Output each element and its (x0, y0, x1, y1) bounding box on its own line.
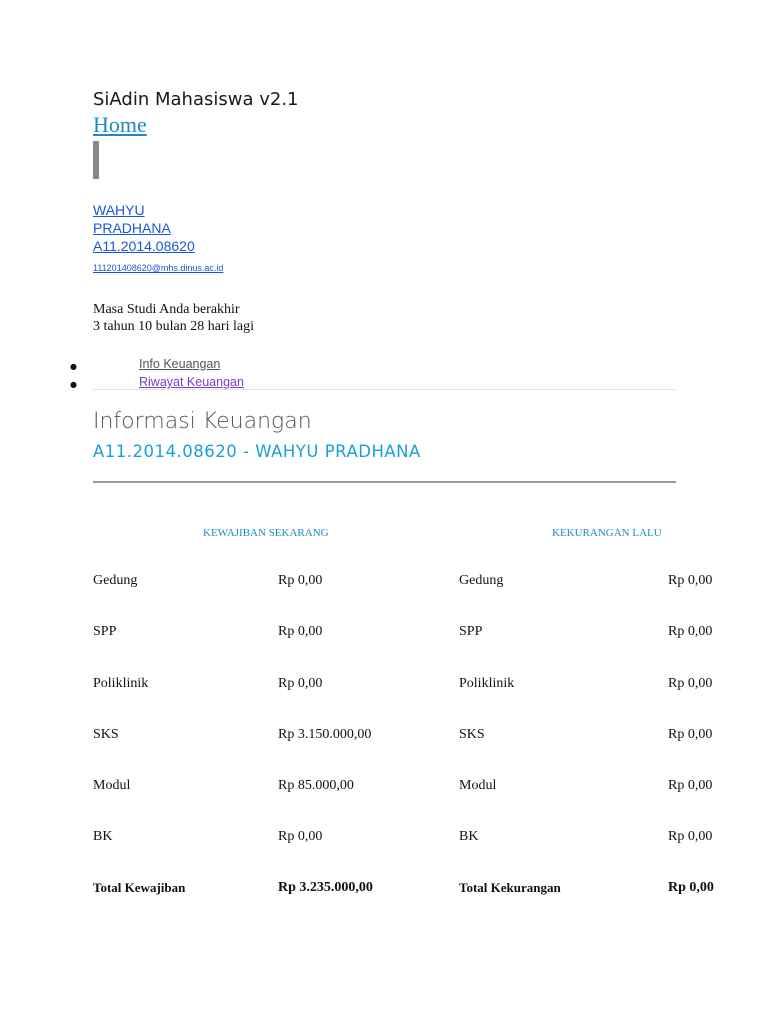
nav-riwayat-keuangan[interactable] (77, 375, 244, 389)
row-value-previous: Rp 0,00 (668, 573, 713, 588)
row-value-previous: Rp 0,00 (668, 624, 713, 639)
row-value-current: Rp 85.000,00 (278, 778, 354, 793)
user-nim-link[interactable]: A11.2014.08620 (93, 238, 195, 254)
bullet-icon: ● (70, 362, 77, 371)
row-label-previous: BK (459, 829, 479, 844)
row-value-previous: Rp 0,00 (668, 727, 713, 742)
total-shortfall-label: Total Kekurangan (459, 880, 561, 895)
previous-shortfall-header: KEKURANGAN LALU (552, 527, 662, 539)
current-obligation-header: KEWAJIBAN SEKARANG (203, 527, 329, 539)
row-value-current: Rp 0,00 (278, 676, 323, 691)
total-obligation-label: Total Kewajiban (93, 880, 186, 895)
row-label-current: Poliklinik (93, 676, 149, 691)
study-end-label: Masa Studi Anda berakhir (93, 302, 240, 317)
row-label-previous: SPP (459, 624, 483, 639)
user-first-name-link[interactable]: WAHYU (93, 202, 145, 218)
row-value-current: Rp 0,00 (278, 624, 323, 639)
row-label-current: Gedung (93, 573, 138, 588)
nav-info-keuangan[interactable] (77, 357, 220, 371)
nav-item-label: Info Keuangan (139, 357, 221, 371)
decorative-bar (93, 141, 99, 179)
page-subtitle: A11.2014.08620 - WAHYU PRADHANA (93, 442, 421, 461)
row-label-current: SPP (93, 624, 117, 639)
study-remaining: 3 tahun 10 bulan 28 hari lagi (93, 319, 254, 334)
user-email-link[interactable]: 111201408620@mhs.dinus.ac.id (93, 263, 224, 273)
row-label-previous: Poliklinik (459, 676, 515, 691)
divider (93, 389, 676, 390)
row-label-current: BK (93, 829, 113, 844)
row-value-previous: Rp 0,00 (668, 778, 713, 793)
row-label-previous: Modul (459, 778, 497, 793)
home-link[interactable]: Home (93, 112, 147, 137)
total-obligation-value: Rp 3.235.000,00 (278, 880, 373, 895)
total-shortfall-value: Rp 0,00 (668, 880, 714, 895)
nav-item-label: Riwayat Keuangan (139, 375, 244, 389)
page-title: Informasi Keuangan (93, 409, 312, 434)
row-value-previous: Rp 0,00 (668, 829, 713, 844)
row-label-previous: Gedung (459, 573, 504, 588)
row-value-previous: Rp 0,00 (668, 676, 713, 691)
row-label-previous: SKS (459, 727, 485, 742)
user-last-name-link[interactable]: PRADHANA (93, 220, 171, 236)
row-value-current: Rp 3.150.000,00 (278, 727, 372, 742)
row-value-current: Rp 0,00 (278, 829, 323, 844)
row-label-current: Modul (93, 778, 131, 793)
row-value-current: Rp 0,00 (278, 573, 323, 588)
row-label-current: SKS (93, 727, 119, 742)
divider (93, 481, 676, 483)
bullet-icon: ● (70, 380, 77, 389)
app-title: SiAdin Mahasiswa v2.1 (93, 89, 299, 110)
